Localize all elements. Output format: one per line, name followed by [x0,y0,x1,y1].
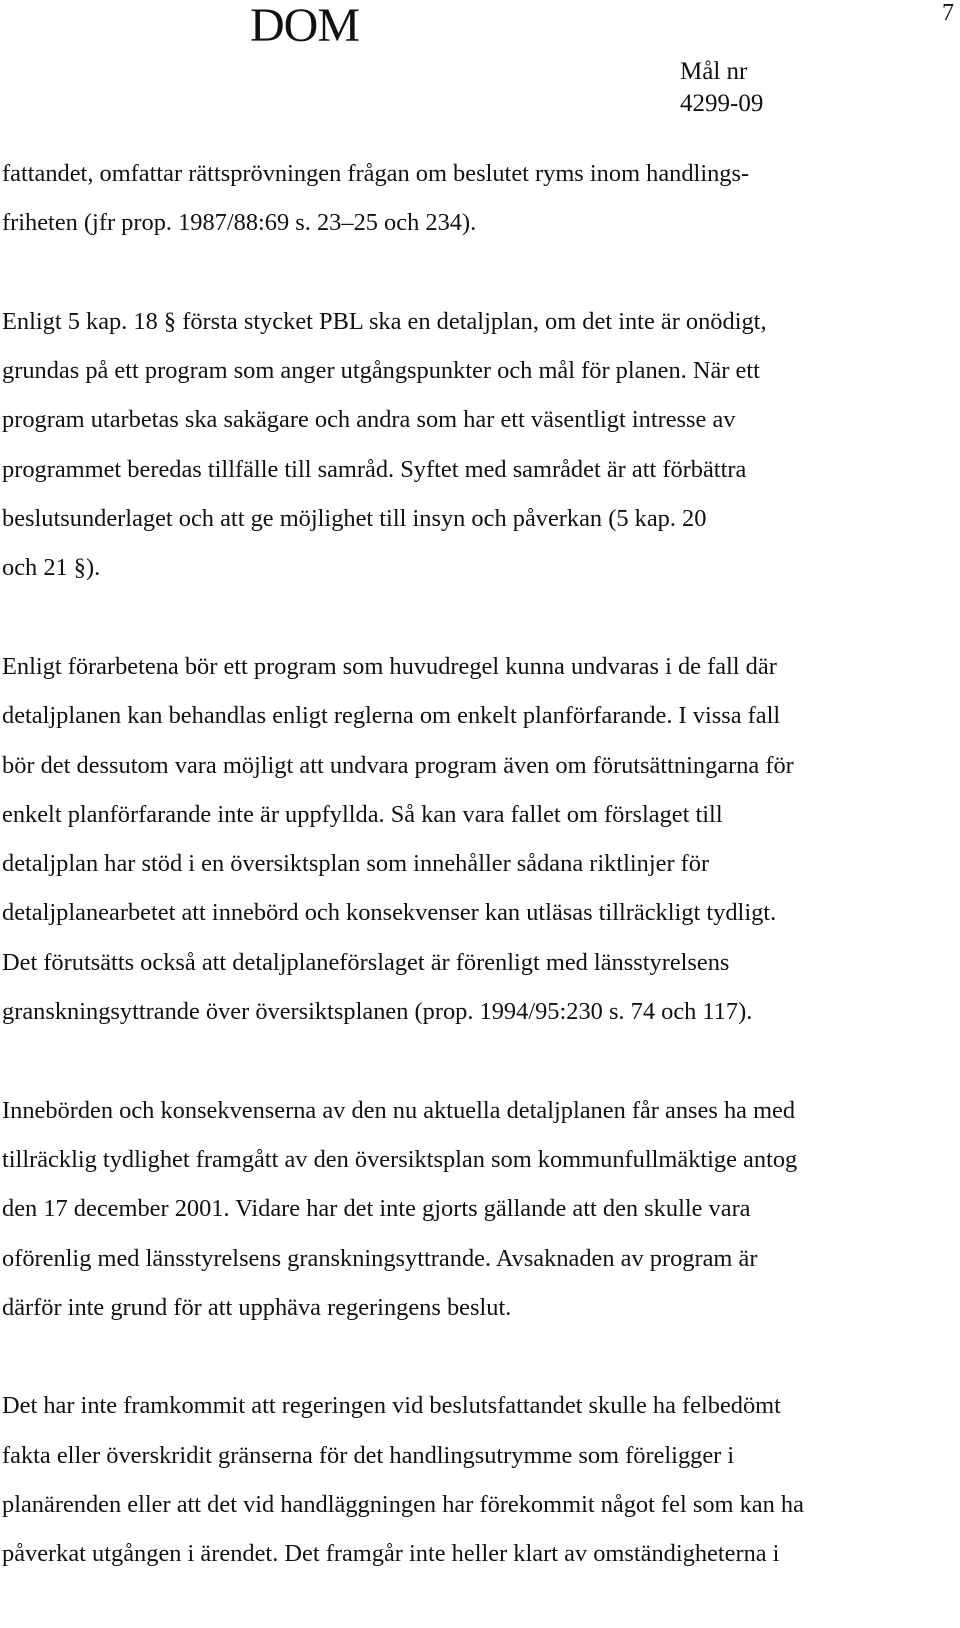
text-line: den 17 december 2001. Vidare har det inte gjorts gällande att den skulle vara [2,1195,751,1223]
text-line: fakta eller överskridit gränserna för det handlingsutrymme som föreligger i [2,1441,735,1469]
text-line: grundas på ett program som anger utgångspunkter och mål för planen. När ett [2,357,760,385]
text-line: beslutsunderlaget och att ge möjlighet till insyn och påverkan (5 kap. 20 [2,505,707,533]
page-number: 7 [942,0,954,26]
text-line: påverkat utgången i ärendet. Det framgår inte heller klart av omständigheterna i [2,1540,780,1568]
text-line: detaljplanen kan behandlas enligt reglerna om enkelt planförfarande. I vissa fall [2,702,781,730]
text-line: tillräcklig tydlighet framgått av den översiktsplan som kommunfullmäktige antog [2,1145,798,1173]
text-line: detaljplan har stöd i en översiktsplan som innehåller sådana riktlinjer för [2,850,710,878]
text-line: och 21 §). [2,554,101,582]
paragraph [2,1086,952,1332]
text-line: enkelt planförfarande inte är uppfyllda. Så kan vara fallet om förslaget till [2,800,723,828]
text-line: friheten (jfr prop. 1987/88:69 s. 23–25 och 234). [2,209,477,237]
case-number-label: Mål nr [680,58,748,85]
text-line: planärenden eller att det vid handläggningen har förekommit något fel som kan ha [2,1491,804,1519]
paragraph [2,642,952,1036]
text-line: Innebörden och konsekvenserna av den nu aktuella detaljplanen får anses ha med [2,1096,796,1124]
paragraph [2,149,952,248]
text-line: fattandet, omfattar rättsprövningen frågan om beslutet ryms inom handlings- [2,160,750,187]
document-body [2,149,952,1628]
paragraph [2,1381,952,1578]
text-line: därför inte grund för att upphäva regeringens beslut. [2,1293,512,1321]
text-line: Enligt förarbetena bör ett program som huvudregel kunna undvaras i de fall där [2,652,777,680]
text-line: bör det dessutom vara möjligt att undvara program även om förutsättningarna för [2,751,794,779]
text-line: Det har inte framkommit att regeringen vid beslutsfattandet skulle ha felbedömt [2,1392,781,1420]
case-number: 4299-09 [680,90,764,117]
text-line: Enligt 5 kap. 18 § första stycket PBL ska en detaljplan, om det inte är onödigt, [2,307,767,335]
text-line: granskningsyttrande över översiktsplanen (prop. 1994/95:230 s. 74 och 117). [2,998,753,1026]
text-line: programmet beredas tillfälle till samråd. Syftet med samrådet är att förbättra [2,455,747,483]
text-line: detaljplanearbetet att innebörd och konsekvenser kan utläsas tillräckligt tydligt. [2,899,777,927]
text-line: oförenlig med länsstyrelsens granskningsyttrande. Avsaknaden av program är [2,1244,758,1272]
text-line: program utarbetas ska sakägare och andra som har ett väsentligt intresse av [2,406,736,434]
paragraph [2,297,952,593]
text-line: Det förutsätts också att detaljplaneförslaget är förenligt med länsstyrelsens [2,948,730,976]
document-title: DOM [250,0,360,52]
